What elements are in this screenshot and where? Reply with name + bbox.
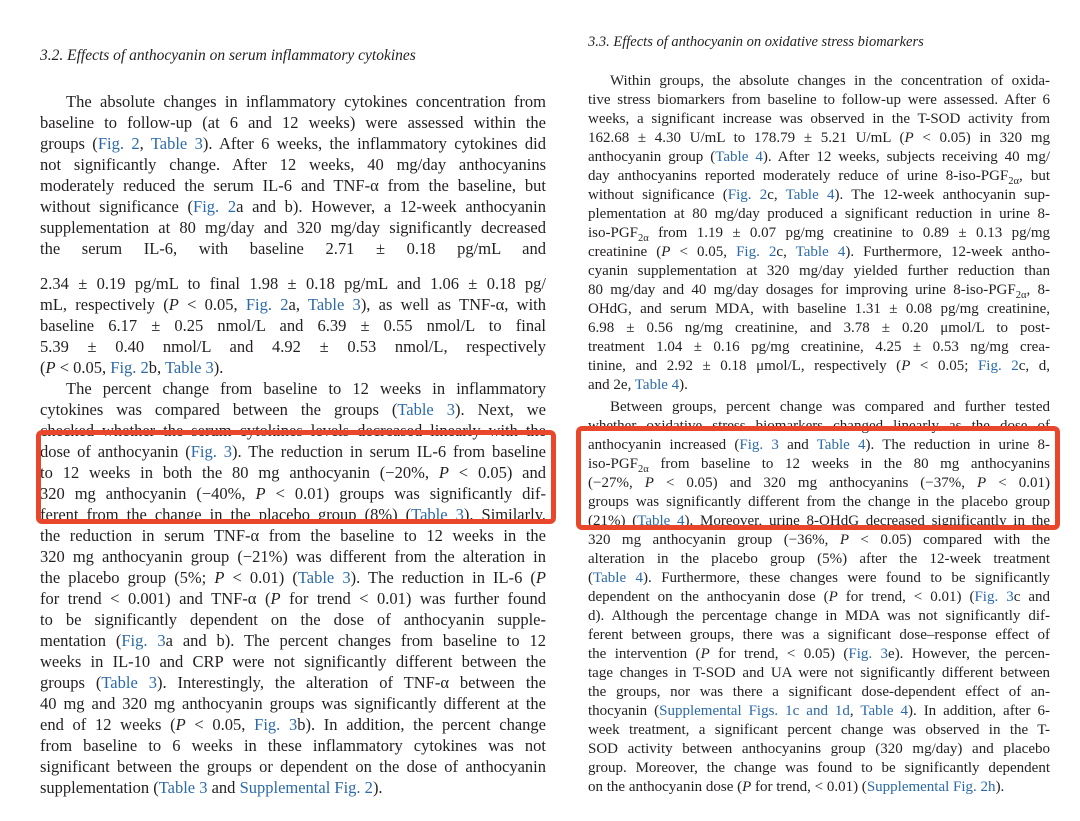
left-text-line (40, 378, 546, 399)
left-text-line (40, 525, 546, 546)
text-segment: ). Interestingly, the alteration of TNF-α between the (156, 673, 546, 692)
text-segment: < 0.05, (55, 358, 111, 377)
left-text-line (40, 777, 546, 798)
right-text-line (588, 357, 1050, 376)
reference-link[interactable]: Table 4 (795, 244, 846, 260)
text-segment: a, (288, 295, 308, 314)
text-segment: and (778, 437, 817, 453)
reference-link[interactable]: Fig. 3 (190, 442, 233, 461)
text-segment: < 0.01) ( (224, 568, 298, 587)
left-text-line (40, 357, 546, 378)
right-text-line (588, 224, 1050, 243)
text-segment: < 0.05) and 320 mg anthocyanins (−37%, (653, 475, 978, 491)
right-text-line (588, 740, 1050, 759)
text-segment: < 0.05) in 320 mg (913, 130, 1050, 146)
left-text-line (40, 238, 546, 259)
reference-link[interactable]: Fig. 3 (974, 589, 1014, 605)
text-segment: b). In addition, the percent change (297, 715, 546, 734)
text-segment: P (438, 463, 449, 482)
right-text-line (588, 243, 1050, 262)
text-segment: a and b). The percent changes from baseline to 12 (165, 631, 546, 650)
text-segment: cyanin supplementation at 320 mg/day yielded further reduction than (588, 263, 1050, 279)
text-segment: ). The reduction in IL-6 ( (350, 568, 536, 587)
text-segment: < 0.01) groups was significantly dif- (265, 484, 546, 503)
text-segment: moderately reduced the serum IL-6 and TNF-α from the baseline, but (40, 176, 546, 195)
left-text-line (40, 756, 546, 777)
reference-link[interactable]: Fig. 3 (254, 715, 298, 734)
right-text-line (588, 110, 1050, 129)
text-segment: groups ( (40, 673, 102, 692)
text-segment: ). Furthermore, these changes were found to be significantly (643, 570, 1050, 586)
right-text-line (588, 683, 1050, 702)
text-segment: < 0.05) and (448, 463, 546, 482)
reference-link[interactable]: Table 3 (297, 568, 351, 587)
reference-link[interactable]: Fig. 2 (110, 358, 149, 377)
text-segment: Between groups, percent change was compared and further tested (610, 399, 1050, 415)
text-segment: ( (40, 358, 46, 377)
text-segment: < 0.05, (178, 295, 246, 314)
text-segment: iso-PGF (588, 225, 639, 241)
right-text-line (588, 281, 1050, 300)
text-segment: iso-PGF (588, 456, 639, 472)
left-text-line (40, 399, 546, 420)
text-segment: dependent on the anthocyanin dose ( (588, 589, 829, 605)
reference-link[interactable]: Fig. 3 (848, 646, 889, 662)
right-text-line (588, 702, 1050, 721)
left-text-line (40, 714, 546, 735)
reference-link[interactable]: Table 3 (158, 778, 208, 797)
text-segment: P (535, 568, 546, 587)
text-segment: alteration in the placebo group (5%) after the 12-week treatment (588, 551, 1050, 567)
text-segment: P (977, 475, 987, 491)
text-segment: ), as well as TNF-α, with (360, 295, 546, 314)
text-segment: tive stress biomarkers from baseline to follow-up were assessed. After 6 (588, 92, 1050, 108)
text-segment: , (139, 134, 151, 153)
text-segment: not significantly change. After 12 weeks, 40 mg/day anthocyanins (40, 155, 546, 174)
text-segment: from 1.19 ± 0.07 pg/mg creatinine to 0.89 ± 0.13 pg/mg (648, 225, 1050, 241)
right-text-line (588, 129, 1050, 148)
right-text-line (588, 759, 1050, 778)
text-segment: from baseline to 6 weeks in these inflammatory cytokines was not (40, 736, 546, 755)
right-text-line (588, 550, 1050, 569)
text-segment: for trend < 0.001) and TNF-α ( (40, 589, 271, 608)
text-segment: supplementation at 80 mg/day and 320 mg/day significantly decreased (40, 218, 546, 237)
text-segment: c, (767, 187, 786, 203)
text-segment: ). (372, 778, 383, 797)
reference-link[interactable]: Table 3 (101, 673, 157, 692)
text-segment: on the anthocyanin dose ( (588, 779, 743, 795)
text-segment: ). Moreover, urine 8-OHdG decreased significantly in the (684, 513, 1050, 529)
reference-link[interactable]: Table 4 (816, 437, 866, 453)
left-text-line (40, 315, 546, 336)
text-segment: for trend < 0.01) was further found (280, 589, 546, 608)
text-segment: ). Next, we (454, 400, 546, 419)
text-segment: cytokines was compared between the groups ( (40, 400, 398, 419)
right-text-line (588, 721, 1050, 740)
text-segment: a and b). However, a 12-week anthocyanin (236, 197, 546, 216)
reference-link[interactable]: Fig. 2 (736, 244, 777, 260)
text-segment: without significance ( (588, 187, 728, 203)
text-segment: The percent change from baseline to 12 weeks in inflammatory (66, 379, 546, 398)
reference-link[interactable]: Table 4 (715, 149, 763, 165)
text-segment: treatment 1.04 ± 0.16 pg/mg creatinine, 4.25 ± 0.53 ng/mg crea- (588, 339, 1050, 355)
text-segment: checked whether the serum cytokines levels decreased linearly with the (40, 421, 546, 440)
right-text-line (588, 91, 1050, 110)
text-segment: < 0.05; (910, 358, 978, 374)
left-text-line (40, 175, 546, 196)
text-segment: tinine, and 2.92 ± 0.18 μmol/L, respectively ( (588, 358, 902, 374)
right-text-line (588, 376, 1050, 395)
text-segment: day anthocyanins reported moderately reduce of urine 8-iso-PGF (588, 168, 1009, 184)
text-segment: P (168, 295, 179, 314)
text-segment: d). Although the percentage change in MDA was not significantly dif- (588, 608, 1050, 624)
text-segment: to 12 weeks in both the 80 mg anthocyanin (−20%, (40, 463, 439, 482)
text-segment: ). The reduction in urine 8- (865, 437, 1050, 453)
reference-link[interactable]: Table 3 (165, 358, 214, 377)
text-segment: for trend, < 0.01) ( (751, 779, 867, 795)
text-segment: without significance ( (40, 197, 194, 216)
text-segment: P (839, 532, 849, 548)
reference-link[interactable]: Table 4 (860, 703, 908, 719)
text-segment: groups was significantly different from the change in the placebo group (588, 494, 1050, 510)
reference-link[interactable]: Table 4 (785, 187, 835, 203)
right-text-line (588, 531, 1050, 550)
reference-link[interactable]: Fig. 2 (193, 197, 237, 216)
text-segment: c, (776, 244, 796, 260)
text-segment: 320 mg anthocyanin (−40%, (40, 484, 256, 503)
text-segment: P (901, 358, 911, 374)
highlight-box-left (36, 430, 556, 524)
text-segment: weeks in IL-10 and CRP were not significantly different between the (40, 652, 546, 671)
right-text-line (588, 645, 1050, 664)
section-heading-3-3: 3.3. Effects of anthocyanin on oxidative stress biomarkers (588, 34, 924, 50)
text-segment: ). After 12 weeks, subjects receiving 40 mg/ (762, 149, 1050, 165)
subscript: 2α (638, 233, 649, 243)
text-segment: ). Similarly, (463, 505, 546, 524)
reference-link[interactable]: Supplemental Fig. 2 (239, 778, 373, 797)
text-segment: 80 mg/day and 40 mg/day dosages for improving urine 8-iso-PGF (588, 282, 1016, 298)
left-text-line (40, 735, 546, 756)
text-segment: , 8- (1026, 282, 1050, 298)
text-segment: group. Moreover, the change was found to be significantly dependent (588, 760, 1050, 776)
reference-link[interactable]: Table 3 (411, 505, 464, 524)
reference-link[interactable]: Table 4 (593, 570, 644, 586)
reference-link[interactable]: Table 3 (150, 134, 203, 153)
text-segment: for trend, < 0.05) ( (709, 646, 849, 662)
right-text-line (588, 262, 1050, 281)
left-text-line (40, 336, 546, 357)
text-segment: c and (1013, 589, 1050, 605)
text-segment: P (214, 568, 225, 587)
text-segment: ). The 12-week anthocyanin sup- (834, 187, 1050, 203)
text-segment: 6.98 ± 0.56 ng/mg creatinine, and 3.78 ± 0.20 μmol/L to post- (588, 320, 1050, 336)
text-segment: P (175, 715, 186, 734)
right-text-line (588, 664, 1050, 683)
reference-link[interactable]: Table 3 (397, 400, 455, 419)
text-segment: 40 mg and 320 mg anthocyanin groups was significantly different at the (40, 694, 546, 713)
right-text-line (588, 588, 1050, 607)
text-segment: groups ( (40, 134, 98, 153)
reference-link[interactable]: Supplemental Fig. 2h (866, 779, 996, 795)
reference-link[interactable]: Fig. 3 (121, 631, 166, 650)
right-text-line (588, 148, 1050, 167)
text-segment: , (849, 703, 861, 719)
highlight-box-right (576, 426, 1060, 530)
text-segment: , but (1019, 168, 1050, 184)
left-text-line (40, 112, 546, 133)
text-segment: c, d, (1018, 358, 1050, 374)
text-segment: < 0.01) (986, 475, 1050, 491)
text-segment: 320 mg anthocyanin group (−36%, (588, 532, 840, 548)
reference-link[interactable]: Fig. 3 (739, 437, 779, 453)
text-segment: ). (213, 358, 224, 377)
left-text-line (40, 273, 546, 294)
text-segment: P (661, 244, 671, 260)
right-text-line (588, 607, 1050, 626)
left-text-line (40, 693, 546, 714)
text-segment: week treatment, a significant percent change was observed in the T- (588, 722, 1050, 738)
text-segment: the intervention ( (588, 646, 701, 662)
section-heading-3-2: 3.2. Effects of anthocyanin on serum inflammatory cytokines (40, 47, 416, 64)
text-segment: (−27%, (588, 475, 645, 491)
right-text-line (588, 186, 1050, 205)
text-segment: weeks, a significant increase was observed in the T-SOD activity from (588, 111, 1050, 127)
text-segment: the reduction in serum TNF-α from the baseline to 12 weeks in the (40, 526, 546, 545)
left-text-line (40, 651, 546, 672)
text-segment: ). (995, 779, 1005, 795)
text-segment: b, (148, 358, 165, 377)
text-segment: P (255, 484, 266, 503)
reference-link[interactable]: Table 4 (637, 513, 685, 529)
text-segment: to be significantly dependent on the dose of anthocyanin supple- (40, 610, 546, 629)
text-segment: SOD activity between anthocyanins group (320 mg/day) and placebo (588, 741, 1050, 757)
left-text-line (40, 588, 546, 609)
text-segment: the placebo group (5%; (40, 568, 215, 587)
text-segment: 2.34 ± 0.19 pg/mL to final 1.98 ± 0.18 pg/mL and 1.06 ± 0.18 pg/ (40, 274, 546, 293)
text-segment: dose of anthocyanin ( (40, 442, 191, 461)
text-segment: mL, respectively ( (40, 295, 169, 314)
text-segment: P (644, 475, 654, 491)
subscript: 2α (1008, 176, 1020, 186)
right-text-line (588, 72, 1050, 91)
text-segment: 162.68 ± 4.30 U/mL to 178.79 ± 5.21 U/mL ( (588, 130, 905, 146)
reference-link[interactable]: Fig. 2 (727, 187, 768, 203)
right-text-line (588, 626, 1050, 645)
text-segment: anthocyanin group ( (588, 149, 716, 165)
text-segment: whether oxidative stress biomarkers changed linearly as the dose of (588, 418, 1050, 434)
text-segment: thocyanin ( (588, 703, 660, 719)
text-segment: significant between the groups or dependent on the dose of anthocyanin (40, 757, 546, 776)
left-text-line (40, 630, 546, 651)
text-segment: ). The reduction in serum IL-6 from baseline (232, 442, 546, 461)
right-text-line (588, 569, 1050, 588)
text-segment: the serum IL-6, with baseline 2.71 ± 0.18 pg/mL and (40, 239, 546, 258)
left-text-line (40, 546, 546, 567)
left-text-line (40, 567, 546, 588)
reference-link[interactable]: Table 3 (307, 295, 361, 314)
left-text-line (40, 217, 546, 238)
text-segment: ). After 6 weeks, the inflammatory cytokines did (202, 134, 546, 153)
text-segment: ferent from the change in the placebo group (8%) ( (40, 505, 412, 524)
right-text-line (588, 300, 1050, 319)
text-segment: ferent between groups, there was a significant dose–response effect of (588, 627, 1050, 643)
right-text-line (588, 338, 1050, 357)
text-segment: ). In addition, after 6- (907, 703, 1050, 719)
left-text-line (40, 154, 546, 175)
text-segment: P (828, 589, 838, 605)
text-segment: creatinine ( (588, 244, 662, 260)
text-segment: ). Furthermore, 12-week antho- (845, 244, 1050, 260)
text-segment: P (700, 646, 710, 662)
text-segment: P (904, 130, 914, 146)
text-segment: (21%) ( (588, 513, 638, 529)
right-text-line (588, 778, 1050, 797)
text-segment: for trend, < 0.01) ( (837, 589, 975, 605)
subscript: 2α (638, 464, 649, 474)
reference-link[interactable]: Fig. 2 (977, 358, 1019, 374)
left-text-line (40, 294, 546, 315)
text-segment: 5.39 ± 0.40 nmol/L and 4.92 ± 0.53 nmol/L, respectively (40, 337, 546, 356)
left-text-line (40, 609, 546, 630)
right-text-line (588, 205, 1050, 224)
text-segment: 320 mg anthocyanin group (−21%) was different from the alteration in (40, 547, 546, 566)
left-text-line (40, 91, 546, 112)
text-segment: end of 12 weeks ( (40, 715, 176, 734)
left-text-line (40, 196, 546, 217)
subscript: 2α (1015, 290, 1027, 300)
text-segment: < 0.05, (185, 715, 255, 734)
text-segment: < 0.05) compared with the (849, 532, 1050, 548)
reference-link[interactable]: Fig. 2 (97, 134, 140, 153)
text-segment: < 0.05, (670, 244, 737, 260)
text-segment: The absolute changes in inflammatory cytokines concentration from (66, 92, 546, 111)
right-text-line (588, 398, 1050, 417)
text-segment: tage changes in T-SOD and UA were not significantly different between (588, 665, 1050, 681)
right-text-line (588, 319, 1050, 338)
text-segment: mentation ( (40, 631, 122, 650)
text-segment: and 2e, (588, 377, 635, 393)
text-segment: P (270, 589, 281, 608)
text-segment: and (207, 778, 240, 797)
text-segment: the groups, nor was there a significant dose-dependent effect of an- (588, 684, 1050, 700)
text-segment: OHdG, and serum MDA, with baseline 1.31 ± 0.08 pg/mg creatinine, (588, 301, 1050, 317)
text-segment: plementation at 80 mg/day produced a significant reduction in urine 8- (588, 206, 1050, 222)
text-segment: anthocyanin increased ( (588, 437, 740, 453)
text-segment: from baseline to 12 weeks in the 80 mg anthocyanins (648, 456, 1050, 472)
right-text-line (588, 167, 1050, 186)
reference-link[interactable]: Supplemental Figs. 1c and 1d (659, 703, 850, 719)
left-text-line (40, 672, 546, 693)
text-segment: ( (588, 570, 593, 586)
text-segment: baseline 6.17 ± 0.25 nmol/L and 6.39 ± 0.55 nmol/L to final (40, 316, 546, 335)
text-segment: e). However, the percen- (888, 646, 1050, 662)
text-segment: Within groups, the absolute changes in the concentration of oxida- (610, 73, 1050, 89)
reference-link[interactable]: Table 4 (634, 377, 680, 393)
reference-link[interactable]: Fig. 2 (245, 295, 289, 314)
text-segment: supplementation ( (40, 778, 159, 797)
text-segment: baseline to follow-up (at 6 and 12 weeks) were assessed within the (40, 113, 546, 132)
text-segment: ). (679, 377, 688, 393)
text-segment: P (45, 358, 56, 377)
text-segment: P (742, 779, 752, 795)
left-text-line (40, 133, 546, 154)
